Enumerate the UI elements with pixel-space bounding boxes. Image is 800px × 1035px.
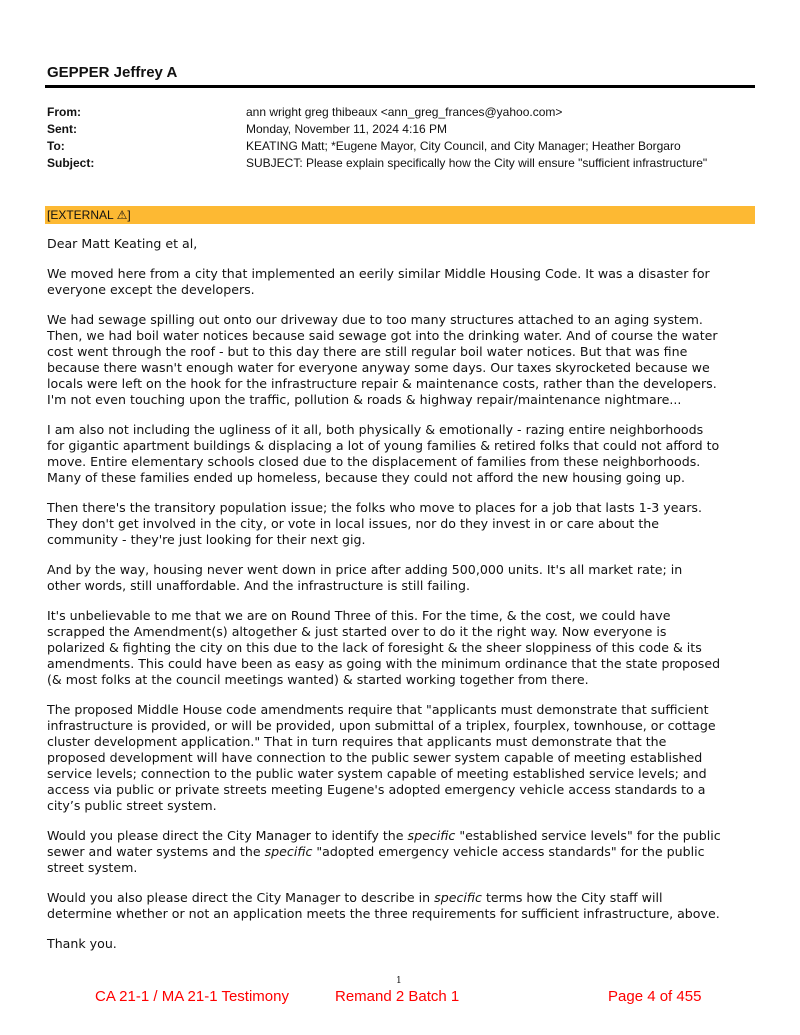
email-body [47,236,721,966]
body-line: infrastructure is provided, or will be provided, upon submittal of a triplex, fourplex, townhouse, or cottage [47,718,716,733]
body-paragraph [47,500,721,548]
body-line: Would you also please direct the City Manager to describe in specific terms how the City staff will [47,890,663,905]
body-line: Thank you. [47,936,117,951]
body-line: locals were left on the hook for the infrastructure repair & maintenance costs, rather than the developers. [47,376,717,391]
body-line: We moved here from a city that implemented an eerily similar Middle Housing Code. It was a disaster for [47,266,710,281]
subject-value: SUBJECT: Please explain specifically how the City will ensure "sufficient infrastructure" [246,156,708,170]
header-rule [45,85,755,88]
body-paragraph [47,702,721,814]
footer-left: CA 21-1 / MA 21-1 Testimony [95,988,289,1005]
body-line: access via public or private streets meeting Eugene's adopted emergency vehicle access standards to a [47,782,706,797]
body-line: scrapped the Amendment(s) altogether & just started over to do it the right way. Now everyone is [47,624,667,639]
subject-label: Subject: [47,156,95,170]
sent-label: Sent: [47,122,77,136]
body-line: move. Entire elementary schools closed due to the displacement of families from these neighborhoods. [47,454,701,469]
body-line: The proposed Middle House code amendments require that "applicants must demonstrate that sufficient [47,702,709,717]
page-number: 1 [396,976,402,986]
footer-right: Page 4 of 455 [608,988,702,1005]
body-line: sewer and water systems and the specific "adopted emergency vehicle access standards" for the public [47,844,705,859]
body-line: They don't get involved in the city, or vote in local issues, nor do they invest in or care about the [47,516,659,531]
body-paragraph [47,890,721,922]
body-line: city’s public street system. [47,798,217,813]
body-line: determine whether or not an application meets the three requirements for sufficient infrastructure, above. [47,906,720,921]
mailbox-owner-name: GEPPER Jeffrey A [47,64,178,81]
body-line: (& most folks at the council meetings wanted) & started working together from there. [47,672,589,687]
body-line: service levels; connection to the public water system capable of meeting established service levels; and [47,766,707,781]
body-paragraph [47,422,721,486]
body-paragraph [47,266,721,298]
body-line: Many of these families ended up homeless, because they could not afford the new housing going up. [47,470,686,485]
body-paragraph [47,828,721,876]
body-line: It's unbelievable to me that we are on Round Three of this. For the time, & the cost, we could have [47,608,671,623]
body-line: because there wasn't enough water for everyone anyway some days. Our taxes skyrocketed because we [47,360,710,375]
from-value: ann wright greg thibeaux <ann_greg_frances@yahoo.com> [246,105,563,119]
external-banner [45,206,755,224]
body-line: amendments. This could have been as easy as going with the minimum ordinance that the state proposed [47,656,721,671]
to-value: KEATING Matt; *Eugene Mayor, City Council, and City Manager; Heather Borgaro [246,139,681,153]
body-line: polarized & fighting the city on this due to the lack of foresight & the sheer sloppiness of this code & its [47,640,702,655]
body-line: I'm not even touching upon the traffic, pollution & roads & highway repair/maintenance nightmare... [47,392,682,407]
body-line: And by the way, housing never went down in price after adding 500,000 units. It's all market rate; in [47,562,683,577]
external-warning-text: [EXTERNAL ⚠] [47,208,131,222]
body-line: proposed development will have connection to the public sewer system capable of meeting established [47,750,703,765]
body-paragraph [47,936,721,952]
from-label: From: [47,105,81,119]
body-line: for gigantic apartment buildings & displacing a lot of young families & retired folks that could not afford to [47,438,720,453]
body-line: Then, we had boil water notices because said sewage got into the drinking water. And of course the water [47,328,718,343]
sent-value: Monday, November 11, 2024 4:16 PM [246,122,447,136]
body-paragraph [47,312,721,408]
body-line: street system. [47,860,138,875]
body-line: Would you please direct the City Manager to identify the specific "established service levels" for the public [47,828,721,843]
body-line: everyone except the developers. [47,282,255,297]
body-paragraph [47,562,721,594]
body-line: other words, still unaffordable. And the infrastructure is still failing. [47,578,470,593]
body-line: Dear Matt Keating et al, [47,236,198,251]
to-label: To: [47,139,65,153]
body-line: cost went through the roof - but to this day there are still regular boil water notices. But that was fine [47,344,688,359]
body-line: I am also not including the ugliness of it all, both physically & emotionally - razing entire neighborhoods [47,422,704,437]
body-paragraph [47,236,721,252]
body-paragraph [47,608,721,688]
body-line: community - they're just looking for their next gig. [47,532,366,547]
footer-center: Remand 2 Batch 1 [335,988,460,1005]
body-line: cluster development application." That in turn requires that applicants must demonstrate that the [47,734,667,749]
body-line: Then there's the transitory population issue; the folks who move to places for a job that lasts 1-3 years. [47,500,702,515]
body-line: We had sewage spilling out onto our driveway due to too many structures attached to an aging system. [47,312,703,327]
